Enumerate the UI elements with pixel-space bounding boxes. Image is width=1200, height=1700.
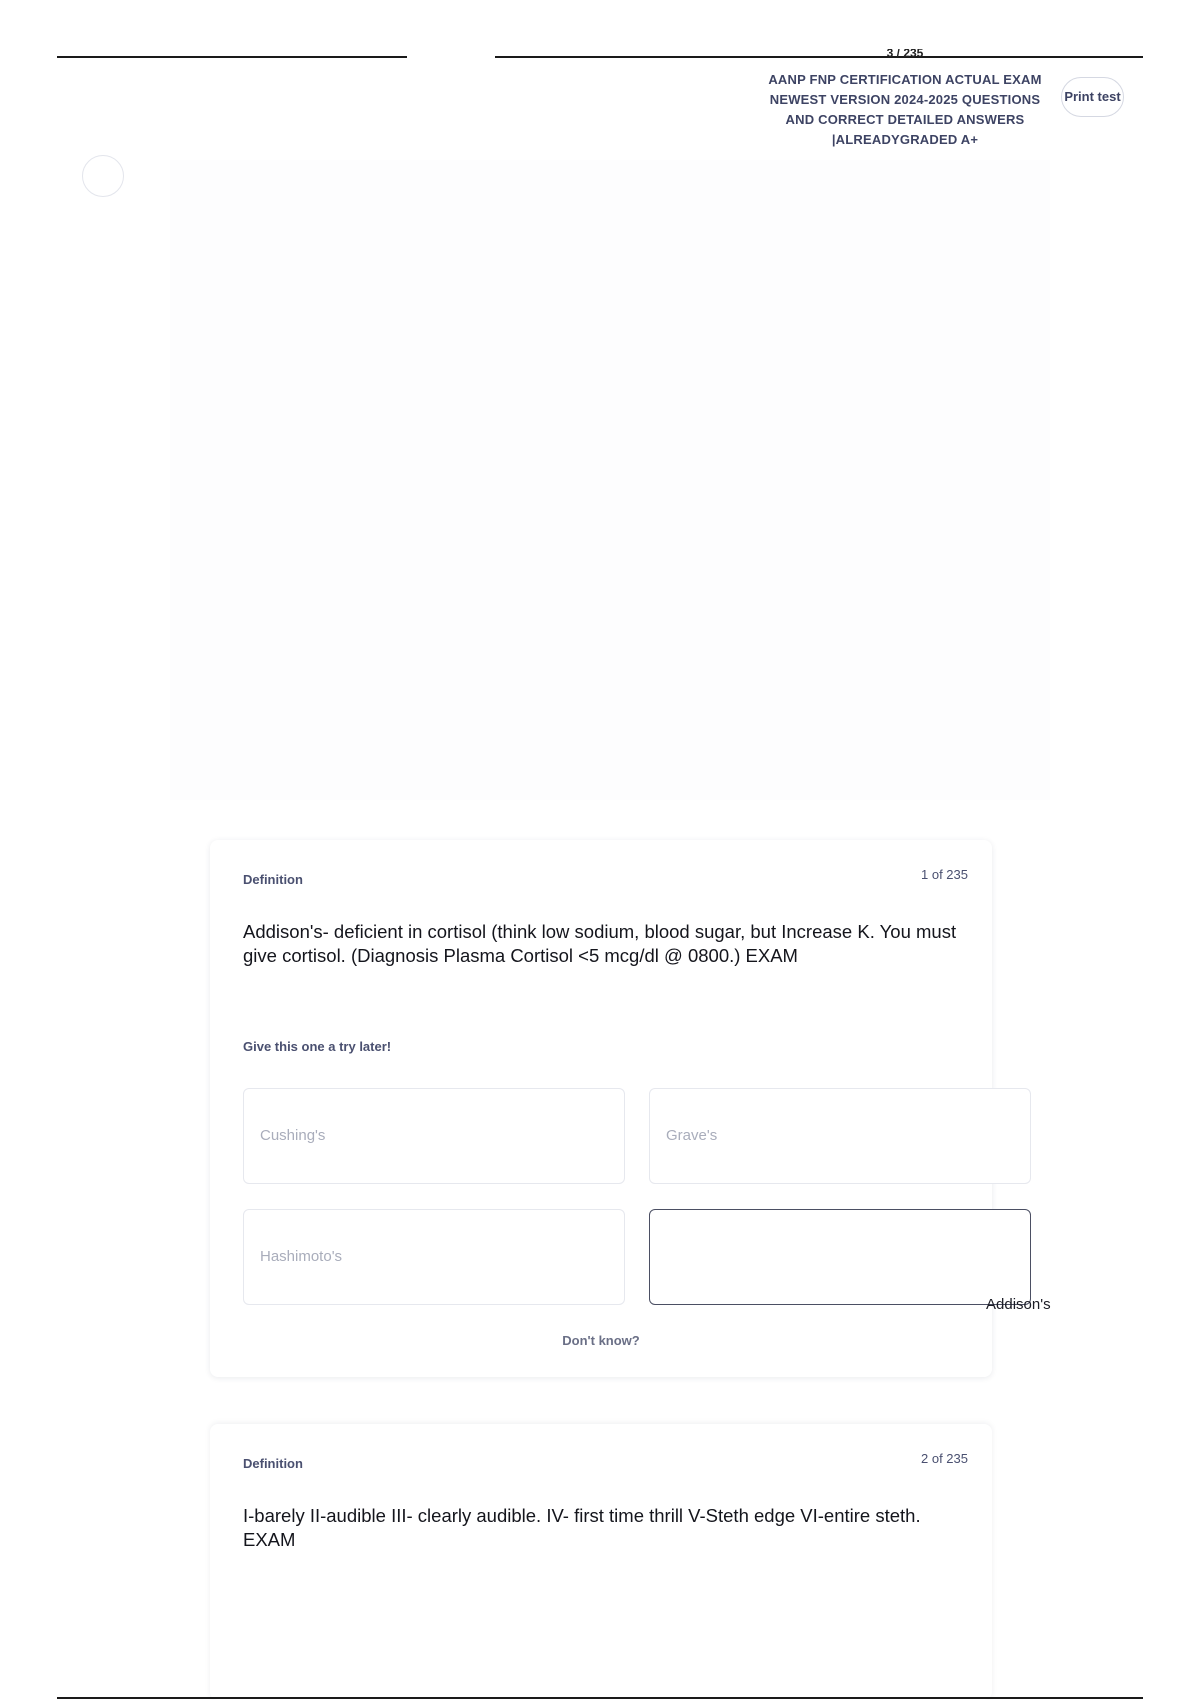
round-action-button[interactable] bbox=[82, 155, 124, 197]
option-label: Cushing's bbox=[260, 1127, 326, 1144]
definition-text: Addison's- deficient in cortisol (think low sodium, blood sugar, but Increase K. You must give cortisol. (Diagnosis Plasma Cortisol <5 mcg/dl @ 0800.) EXAM bbox=[243, 921, 957, 966]
card-counter: 1 of 235 bbox=[921, 867, 968, 882]
answer-option-hashimotos[interactable] bbox=[243, 1209, 625, 1305]
option-label: Grave's bbox=[666, 1127, 718, 1144]
print-test-button[interactable]: Print test bbox=[1061, 77, 1124, 117]
faded-background-panel bbox=[170, 160, 1050, 800]
top-rule-left bbox=[57, 56, 407, 58]
option-label: Hashimoto's bbox=[260, 1248, 343, 1265]
page-counter: 3 / 235 bbox=[886, 49, 924, 57]
card-type-label: Definition bbox=[243, 872, 303, 887]
answer-option-selected[interactable] bbox=[649, 1209, 1031, 1305]
flashcard-2 bbox=[210, 1424, 992, 1700]
answer-option-cushings[interactable] bbox=[243, 1088, 625, 1184]
correct-answer-text: Addison's bbox=[986, 1296, 1051, 1313]
document-title: AANP FNP CERTIFICATION ACTUAL EXAM NEWEST VERSION 2024-2025 QUESTIONS AND CORRECT DETAILED ANSWERS |ALREADYGRADED A+ bbox=[768, 72, 1042, 147]
definition-text: I-barely II-audible III- clearly audible. IV- first time thrill V-Steth edge VI-entire steth. EXAM bbox=[243, 1505, 921, 1550]
flashcard-1 bbox=[210, 840, 1051, 1377]
bottom-rule bbox=[57, 1697, 1143, 1699]
card-type-label: Definition bbox=[243, 1456, 303, 1471]
card-counter: 2 of 235 bbox=[921, 1451, 968, 1466]
dont-know-button[interactable]: Don't know? bbox=[210, 1332, 992, 1349]
top-rule-right bbox=[495, 56, 1143, 58]
answer-option-graves[interactable] bbox=[649, 1088, 1031, 1184]
try-later-hint: Give this one a try later! bbox=[243, 1039, 392, 1054]
